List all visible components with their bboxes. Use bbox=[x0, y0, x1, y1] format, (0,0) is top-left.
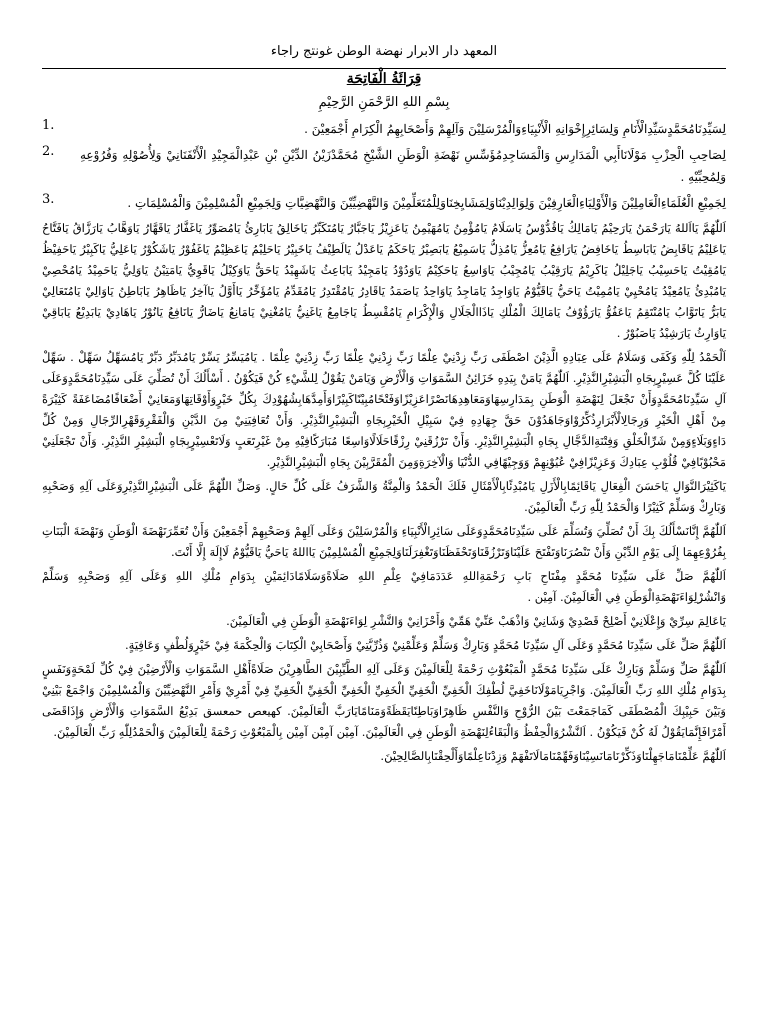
list-item bbox=[42, 192, 726, 214]
list-item-text: لِجَمِيْعِ الْعُلَمَاءِالْعَامِلِيْنَ وَالْأَوْلِيَاءِالْعَارِفِيْنَ وَلِوَالِدِيْنَاوَلِمَشَايِخِنَاوَلِلْمُتَعَلِّمِيْنَ وَالنَّهْضِيِّيْنَ وَالنَّهْضِيَّاتِ وَلِجَمِيْعِ الْمُسْلِمِيْنَ وَالْمُسْلِمَاتِ . bbox=[127, 196, 726, 210]
institution-header: المعهد دار الابرار نهضة الوطن غونتج راجاء bbox=[270, 44, 498, 59]
list-item-text: لِصَاحِبِ الْحِزْبِ مَوْلَانَاأَبِي الْمَدَارِسِ وَالْمَسَاجِدِمُؤَسِّسِ نَهْضَةِ الْوَطَنِ الشَّيْخِ مُحَمَّدْزَيْنُ الدِّيْنِ بْنِ عَبْدِالْمَجِيْدِ الْأَنْفَنَانِيْ وَلِأُصُوْلِهِ وَفُرُوْعِهِ وَلِمُحِبِّيْهِ . bbox=[80, 148, 726, 184]
prayer-paragraph: اَللّٰهُمَّ عَلِّمْنَامَاجَهِلْنَاوَذَكِّرْنَامَانَسِيْنَاوَفَهِّمْنَامَالَاتَفْهَمْ وَزِدْنَاعِلْمًاوَأَلْحِقْنَابِالصَّالِحِيْنَ. bbox=[380, 749, 726, 763]
list-item bbox=[42, 118, 726, 140]
list-item-number: 1. bbox=[42, 118, 55, 133]
title-block bbox=[42, 71, 726, 110]
prayer-paragraph: اَللّٰهُمَّ صَلِّ وَسَلِّمْ وَبَارِكْ عَلَى سَيِّدِنَا مُحَمَّدٍ الْمَبْعُوْثِ رَحْمَةً لِلْعَالَمِيْنَ وَعَلَى آلِهِ الطَّيِّبِيْنَ الطَّاهِرِيْنَ صَلَاةًأَهْلِ السَّمَوَاتِ وَالْأَرْضِيْنَ فِيْ كُلِّ لَمْحَةٍوَنَفَسٍ بِدَوَامِ مُلْكِ اللهِ رَبِّ الْعَالَمِيْنَ. وَاجْرِيَامَوْلَانَاخَفِيَّ لُطْفِكَ الْخَفِيِّ الْخَفِيِّ الْخَفِيِّ الْخَفِيِّ الْخَفِيِّ الْخَفِيِّ فِيْ أَمْرِيْ وَأَمْرِ النَّهْضِيِّيْنَ وَالْمُسْلِمِيْنَ وَاجْمَعْ بَيْنِيْ وَبَيْنَ حَبِيْبِكَ الْمُصْطَفَى كَمَاجَمَعْتَ بَيْنَ الرُّوْحِ وَالنَّفْسِ ظَاهِرًاوَبَاطِنًايَقَظَةًوَمَنَامًايَارَبَّ الْعَالَمِيْنَ. كهيعص حمعسق بَدِيْعُ السَّمَوَاتِ وَالْأَرْضِ وَإِذَاقَضَى أَمْرًافَإِنَّمَايَقُوْلُ لَهُ كُنْ فَيَكُوْنُ . اَلنَّشْرُوَالْحِفْظُ وَالْبَقَاءُلِنَهْضَةِ الْوَطَنِ فِي الْعَالَمِيْنَ. آمِيْن آمِيْن آمِيْن بِالْمَبْعُوْثِ رَحْمَةً لِلْعَالَمِيْنَ وَالْحَمْدُلِلّٰهِ رَبِّ الْعَالَمِيْنَ. bbox=[42, 662, 726, 739]
basmala: بِسْمِ اللهِ الرَّحْمَنِ الرَّحِيْمِ bbox=[318, 95, 450, 110]
prayer-paragraph: يَاعَالِمَ سِرِّيْ وَإِعْلَانِيْ أَصْلِحْ قَصْدِيْ وَشَانِيْ وَاذْهَبْ عَنِّيْ هَمِّيْ وَأَحْزَانِيْ وَالنَّشْرِ لِوَاءَنَهْضَةِ الْوَطَنِ فِي الْعَالَمِيْنَ. bbox=[226, 614, 726, 628]
list-item-text: لِسَيِّدِنَامُحَمَّدٍسَيِّدِالْأَنَامِ وَلِسَائِرِإِخْوَانِهِ الْأَنْبِيَاءِوَالْمُرْسَلِيْنَ وَآلِهِمْ وَأَصْحَابِهِمُ الْكِرَامِ أَجْمَعِيْنَ . bbox=[304, 122, 726, 136]
list-item bbox=[42, 144, 726, 188]
header-divider bbox=[42, 68, 726, 69]
names-prayer-paragraph: اَللّٰهُمَّ يَااَللهُ يَارَحْمَنُ يَارَحِيْمُ يَامَالِكُ يَاقُدُّوْسُ يَاسَلَامُ يَامُؤْمِنُ يَامُهَيْمِنُ يَاعَزِيْزُ يَاجَبَّارُ يَامُتَكَبِّرُ يَاخَالِقُ يَابَارِئُ يَامُصَوِّرُ يَاغَفَّارُ يَاقَهَّارُ يَاوَهَّابُ يَارَزَّاقُ يَافَتَّاحُ يَاعَلِيْمُ يَاقَابِضُ يَابَاسِطُ يَاخَافِضُ يَارَافِعُ يَامُعِزُّ يَامُذِلُّ يَاسَمِيْعُ يَابَصِيْرُ يَاحَكَمُ يَاعَدْلُ يَالَطِيْفُ يَاخَبِيْرُ يَاحَلِيْمُ يَاعَظِيْمُ يَاغَفُوْرُ يَاشَكُوْرُ يَاعَلِيُّ يَاكَبِيْرُ يَاحَفِيْظُ يَامُقِيْتُ يَاحَسِيْبُ يَاجَلِيْلُ يَاكَرِيْمُ يَارَقِيْبُ يَامُجِيْبُ يَاوَاسِعُ يَاحَكِيْمُ يَاوَدُوْدُ يَامَجِيْدُ يَابَاعِثُ يَاشَهِيْدُ يَاحَقُّ يَاوَكِيْلُ يَاقَوِيُّ يَامَتِيْنُ يَاوَلِيُّ يَاحَمِيْدُ يَامُحْصِيْ يَامُبْدِئُ يَامُعِيْدُ يَامُحْيِيْ يَامُمِيْتُ يَاحَيُّ يَاقَيُّوْمُ يَاوَاجِدُ يَامَاجِدُ يَاوَاحِدُ يَاصَمَدُ يَاقَادِرُ يَامُقْتَدِرُ يَامُقَدِّمُ يَامُؤَخِّرُ يَاأَوَّلُ يَاآخِرُ يَاظَاهِرُ يَابَاطِنُ يَاوَالِيْ يَامُتَعَالِيْ يَابَرُّ يَاتَوَّابُ يَامُنْتَقِمُ يَاعَفُوُّ يَارَؤُوْفُ يَامَالِكَ الْمُلْكِ يَاذَاالْجَلَالِ وَالْإِكْرَامِ يَامُقْسِطُ يَاجَامِعُ يَاغَنِيُّ يَامُغْنِيْ يَامَانِعُ يَاضَارُّ يَانَافِعُ يَانُوْرُ يَاهَادِيْ يَابَدِيْعُ يَابَاقِيْ يَاوَارِثُ يَارَشِيْدُ يَاصَبُوْرُ . bbox=[42, 221, 726, 340]
prayer-paragraph: اَللّٰهُمَّ صَلِّ عَلَى سَيِّدِنَا مُحَمَّدٍ مِفْتَاحِ بَابِ رَحْمَةِاللهِ عَدَدَمَافِيْ عِلْمِ اللهِ صَلَاةًوَسَلَامًادَائِمَيْنِ بِدَوَامِ مُلْكِ اللهِ وَعَلَى آلِهِ وَصَحْبِهِ وَسَلِّمْ وَانْشُرْلِوَاءَنَهْضَةِالْوَطَنِ فِي الْعَالَمِيْنَ. آمِيْن . bbox=[42, 569, 726, 604]
document-title: قِرَائَةُ الْفَاتِحَة bbox=[346, 71, 422, 87]
prayer-paragraph: اَللّٰهُمَّ صَلِّ عَلَى سَيِّدِنَا مُحَمَّدٍ وَعَلَى آلِ سَيِّدِنَا مُحَمَّدٍ وَبَارِكْ وَسَلِّمْ وَعَلِّمْنِيْ وَذُرِّيَّتِيْ وَأَصْحَابِيْ الْكِتَابَ وَالْحِكْمَةَ فِيْ خَيْرٍوَلُطْفٍ وَعَافِيَةٍ. bbox=[125, 638, 726, 652]
prayer-paragraph: اَلْحَمْدُ لِلّٰهِ وَكَفَى وَسَلَامٌ عَلَى عِبَادِهِ الَّذِيْنَ اصْطَفَى رَبِّ زِدْنِيْ عِلْمًا رَبِّ زِدْنِيْ عِلْمًا رَبِّ زِدْنِيْ عِلْمًا . يَامُيَسِّرُ يَسِّرْ يَامُدَبِّرُ دَبِّرْ يَامُسَهِّلُ سَهِّلْ . سَهِّلْ عَلَيْنَا كُلَّ عَسِيْرٍبِجَاهِ الْبَشِيْرِالنَّذِيْرِ. اَللّٰهُمَّ يَامَنْ بِيَدِهِ خَزَائِنُ السَّمَوَاتِ وَالْأَرْضِ وَيَامَنْ يَقُوْلُ لِلشَّيْءِ كُنْ فَيَكُوْنُ . أَسْأَلُكَ أَنْ تُصَلِّيَ عَلَى سَيِّدِنَامُحَمَّدٍوَعَلَى آلِ سَيِّدِنَامُحَمَّدٍوَأَنْ تَجْعَلَ لِنَهْضَةِ الْوَطَنِ بِمَدَارِسِهَاوَمَعَاهِدِهَانَصْرًاعَزِيْزًاوَفَتْحًامُبِيْنًاكَبِيْرًاوَأَمِدَّهَابِشُهُوْدِكَ بِكُلِّ خَيْرٍوَأَوْقَاتِهَاوَمَعَانِيْ أَضْعَافًامُضَاعَفَةً كَثِيْرَةً مِنْ أَهْلِ الْخَيْرِ وَرِجَالِالْأَبْرَارِذُكِّرُوْاوَجَاهَدُوْنَ حَقَّ جِهَادِهِ فِيْ سَبِيْلِ الْخَيْرِبِجَاهِ الْبَشِيْرِالنَّذِيْرِ. وَأَنْ تُعَافِيَنِيْ مِنَ الدَّيْنِ وَالْفَقْرِوَقَهْرِالرِّجَالِ وَمِنْ كُلِّ دَاءٍوَبَلَاءٍوَمِنْ شَرِّالْخَلْقِ وَفِتْنَةِالدَّجَّالِ بِجَاهِ الْبَشِيْرِالنَّذِيْرِ. وَأَنْ تَرْزُقَنِيْ رِزْقًاحَلَالًاوَاسِعًا مُبَارَكًافِيْهِ مِنْ غَيْرِتَعَبٍ وَلَاتَعْسِيْرٍبِجَاهِ الْبَشِيْرِ النَّذِيْرِ. وَأَنْ تَجْعَلَنِيْ مَحْبُوْبًافِيْ قُلُوْبِ عِبَادِكَ وَعَزِيْزًافِيْ عُيُوْنِهِمْ وَوَجِيْهًافِي الدُّنْيَا وَالْآخِرَةِوَمِنَ الْمُقَرَّبِيْنَ بِجَاهِ الْبَشِيْرِالنَّذِيْرِ. bbox=[42, 350, 726, 469]
prayer-paragraph: يَاكَثِيْرَالنَّوَالِ يَاحَسَنَ الْفِعَالِ يَاقَائِمًابِالْأَزَلِ يَامُبْدِئًابِالْأَمْثَالِ فَلَكَ الْحَمْدُ وَالْمِنَّةُ وَالشَّرَفُ عَلَى كُلِّ حَالٍ. وَصَلِّ اللّٰهُمَّ عَلَى الْبَشِيْرِالنَّذِيْرِوَعَلَى آلِهِ وَصَحْبِهِ وَبَارِكْ وَسَلِّمْ كَثِيْرًا وَالْحَمْدُ لِلّٰهِ رَبِّ الْعَالَمِيْنَ. bbox=[42, 479, 726, 514]
dedication-list bbox=[42, 118, 726, 214]
prayer-paragraph: اَللّٰهُمَّ إِنَّانَسْأَلُكَ بِكَ أَنْ تُصَلِّيَ وَتُسَلِّمَ عَلَى سَيِّدِنَامُحَمَّدٍوَعَلَى سَائِرِالْأَنْبِيَاءِ وَالْمُرْسَلِيْنَ وَعَلَى آلِهِمْ وَصَحْبِهِمْ أَجْمَعِيْنَ وَأَنْ تُعَمِّرَنَهْضَةَ الْوَطَنِ وَنَهْضَةَ الْبَنَاتِ بِفُرُوْعِهِمَا إِلَى يَوْمِ الدِّيْنِ وَأَنْ تَنْصُرَنَاوَتَفْتَحَ عَلَيْنَاوَتَرْزُقَنَاوَتَحْفَظَنَاوَتَغْفِرَلَنَاوَلِجَمِيْعِ الْمُسْلِمِيْنَ يَااللهُ يَاحَيُّ يَاقَيُّوْمُ لَاإِلَهَ إِلَّا أَنْتَ. bbox=[42, 524, 726, 559]
list-item-number: 3. bbox=[42, 192, 55, 207]
list-item-number: 2. bbox=[42, 144, 55, 159]
